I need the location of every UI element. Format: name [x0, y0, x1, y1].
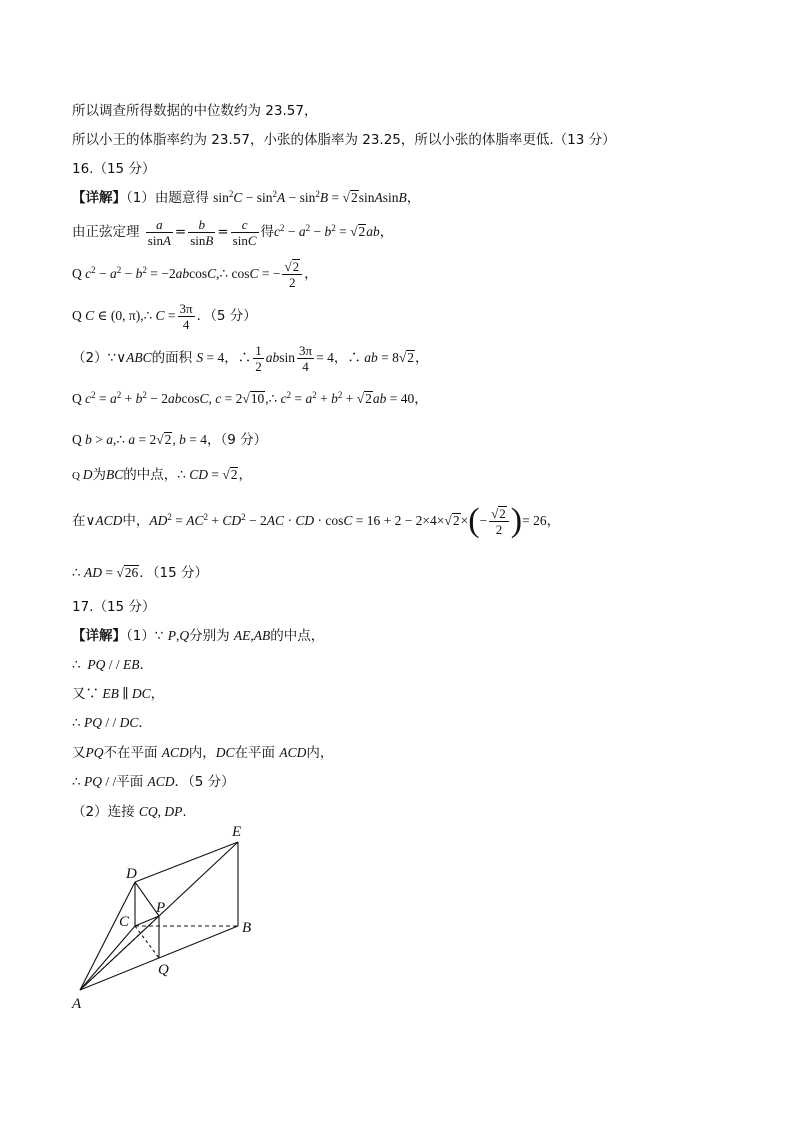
p16-angle-line [72, 298, 257, 334]
in-plane-label: 在平面 [234, 745, 280, 761]
p16-sine-law-line: 由正弦定理 $\frac{a}{\sin A}$ = $\frac{b}{\sin B}$ = $\frac{c}{\sin C}$ 得$c^2 - a^2 - b^2 = √2ab$， [72, 216, 394, 248]
p17-step2-intro: （2）连接 [72, 804, 139, 820]
p16-formula-cosine-law: Q $c^2 = a^2 + b^2 - 2abcosC$, c = 2√10,∴ $c^2 = a^2 + b^2 + √2ab = 40$ [72, 390, 415, 406]
label-b: B [242, 920, 252, 936]
paren-open: ( [468, 502, 480, 539]
triangle-acd-symbol: ∨ACD [85, 513, 123, 528]
p17-formula-pq-dc: ∴ PQ / / DC [72, 715, 139, 730]
p16-midpoint-line: Q D为BC的中点，∴ CD = √2， [72, 467, 252, 483]
triangle-abc-symbol: ∨ABC [116, 350, 152, 365]
segments-cq-dp-symbol: CQ, DP [138, 804, 183, 819]
p16-formula-26: = 26 [522, 513, 547, 528]
p17-parallel-plane-line [72, 773, 235, 791]
paren-close: ) [510, 502, 523, 539]
inside-label-2: 内， [306, 745, 334, 761]
plane-acd-symbol: ACD [161, 745, 189, 760]
p16-formula-cosC: Q $c^2 - a^2 - b^2$ = −2abcosC,∴ cosC = − [72, 265, 281, 281]
edge-cq-dashed [135, 926, 159, 958]
minus-sign: − [479, 513, 488, 528]
detail-tag-17: 【详解】 [72, 628, 126, 644]
p17-pq-dc-line: ∴ PQ / / DC． [72, 715, 152, 731]
segment-dc-symbol: DC [215, 745, 235, 760]
respectively-label: 分别为 [189, 628, 234, 644]
problem-17-title: 17.（15 分） [72, 599, 156, 615]
points-pq-symbol: P,Q [167, 628, 190, 643]
p16-formula-absin: absin [265, 350, 296, 365]
sine-law-label: 由正弦定理 [72, 224, 144, 240]
edge-de [135, 842, 238, 882]
p16-step1-intro: （1）由题意得 [126, 190, 214, 206]
problem-16-title: 16.（15 分） [72, 161, 156, 177]
p16-formula-ab: = 4，∴ ab = 8√2 [316, 350, 414, 365]
p16-formula-result: ∴ AD = √26 [72, 565, 139, 580]
p16-formula-area: S = 4，∴ [196, 350, 252, 365]
segments-ae-ab-symbol: AE,AB [233, 628, 271, 643]
point-d-symbol: Q D [72, 467, 93, 482]
not-in-plane-label: 不在平面 [103, 745, 162, 761]
p17-pq-eb-line: ∴ PQ / / EB． [72, 657, 153, 673]
p17-step1-intro: （1）∵ [126, 628, 168, 644]
frac-3pi-4: $\frac{3\pi}{4}$ [179, 300, 193, 332]
p16-step2-line: （2）∵∨ABC的面积 S = 4，∴ $\frac{1}{2}$ absin $\frac{3\pi}{4}$ = 4，∴ ab = 8√2， [72, 342, 429, 374]
problem-16-header [72, 160, 155, 178]
inside-label: 内， [188, 745, 216, 761]
text-line-median [72, 102, 317, 120]
segment-pq-symbol: PQ [85, 745, 104, 760]
p16-ad-line: 在∨ACD中，$AD^2 = AC^2 + CD^2 - 2AC$ · CD · cosC = 16 + 2 − 2×4×√2×(− $\frac{√2}{2}$ )= 26， [72, 502, 561, 539]
geometry-figure [60, 820, 280, 1015]
in-suffix: 中， [122, 513, 150, 529]
p16-score-5: ．（5 分） [196, 308, 257, 324]
p17-step2-line: （2）连接 CQ, DP. [72, 804, 187, 820]
midpoint-label: 的中点， [123, 467, 178, 483]
edge-cp [135, 916, 159, 926]
label-p: P [156, 900, 166, 916]
area-label: 的面积 [151, 350, 197, 366]
plane-acd-symbol-3: ACD [147, 774, 175, 789]
p16-formula-sin: $\sin^2C - \sin^2A - \sin^2B$ = √2sinAsinB [213, 189, 407, 205]
p16-cos-line: Q $c^2 - a^2 - b^2$ = −2abcosC,∴ cosC = − $\frac{√2}{2}$ ， [72, 258, 318, 290]
p16-values-line [72, 431, 267, 449]
text-line-bodyfat [72, 131, 616, 149]
frac-b-sinB: $\frac{b}{\sin B}$ [190, 216, 214, 248]
p17-eb-dc-line: 又∵ EB ∥ DC， [72, 686, 165, 702]
p17-formula-pq-eb: ∴ PQ / / EB [72, 657, 140, 672]
again-label: 又 [72, 745, 86, 761]
bodyfat-text: 所以小王的体脂率约为 23.57，小张的体脂率为 23.25，所以小张的体脂率更低.（13 分） [72, 132, 616, 148]
frac-sqrt2-2-b: $\frac{√2}{2}$ [489, 506, 509, 537]
p16-formula-sides: $c^2 - a^2 - b^2 = √2ab$ [274, 223, 380, 239]
p16-score-9: ，（9 分） [207, 432, 268, 448]
label-d: D [126, 866, 137, 882]
plane-acd-symbol-2: ACD [279, 745, 307, 760]
p17-formula-eb-dc: 又∵ EB ∥ DC [72, 686, 151, 701]
frac-3pi-4-b: $\frac{3\pi}{4}$ [299, 342, 313, 374]
p17-plane-line [72, 744, 333, 762]
midpoints-label: 的中点， [270, 628, 325, 644]
p16-step1-line: 【详解】（1）由题意得 $\sin^2C - \sin^2A - \sin^2B$ = √2sinAsinB， [72, 189, 421, 206]
frac-sqrt2-2: $\frac{√2}{2}$ [282, 259, 302, 290]
p17-score-5: ．（5 分） [174, 774, 235, 790]
p16-formula-cd: ∴ CD = √2 [177, 467, 238, 482]
sine-law-then: 得 [260, 224, 275, 240]
median-text: 所以调查所得数据的中位数约为 23.57， [72, 103, 318, 119]
in-label: 在 [72, 513, 86, 529]
frac-c-sinC: $\frac{c}{\sin C}$ [232, 216, 257, 248]
label-e: E [232, 824, 242, 840]
label-c: C [119, 914, 130, 930]
p16-cosine-law-line: Q $c^2 = a^2 + b^2 - 2abcosC$, c = 2√10,∴ $c^2 = a^2 + b^2 + √2ab = 40$， [72, 390, 428, 407]
problem-17-header [72, 598, 155, 616]
plane-label: 平面 [116, 774, 148, 790]
p16-result-line [72, 564, 208, 582]
p16-score-15: ．（15 分） [139, 565, 208, 581]
p16-formula-ab-values: Q b > a,∴ a = 2√2, b = 4 [72, 432, 207, 447]
p16-formula-ad: $AD^2 = AC^2 + CD^2 - 2AC$ · CD · cosC = 16 + 2 − 2×4×√2× [149, 512, 469, 528]
segment-bc-symbol: BC [105, 467, 124, 482]
label-a: A [72, 996, 82, 1012]
p17-formula-pq-parallel: ∴ PQ / / [72, 774, 117, 789]
frac-1-2: $\frac{1}{2}$ [255, 342, 262, 374]
detail-tag: 【详解】 [72, 190, 126, 206]
is-label: 为 [92, 467, 106, 483]
label-q: Q [158, 962, 169, 978]
p16-formula-angleC: Q C ∈ (0, π),∴ C = [72, 308, 176, 323]
frac-a-sinA: $\frac{a}{\sin A}$ [147, 216, 171, 248]
p17-step1-line [72, 627, 324, 645]
p16-step2-intro: （2）∵ [72, 350, 117, 366]
